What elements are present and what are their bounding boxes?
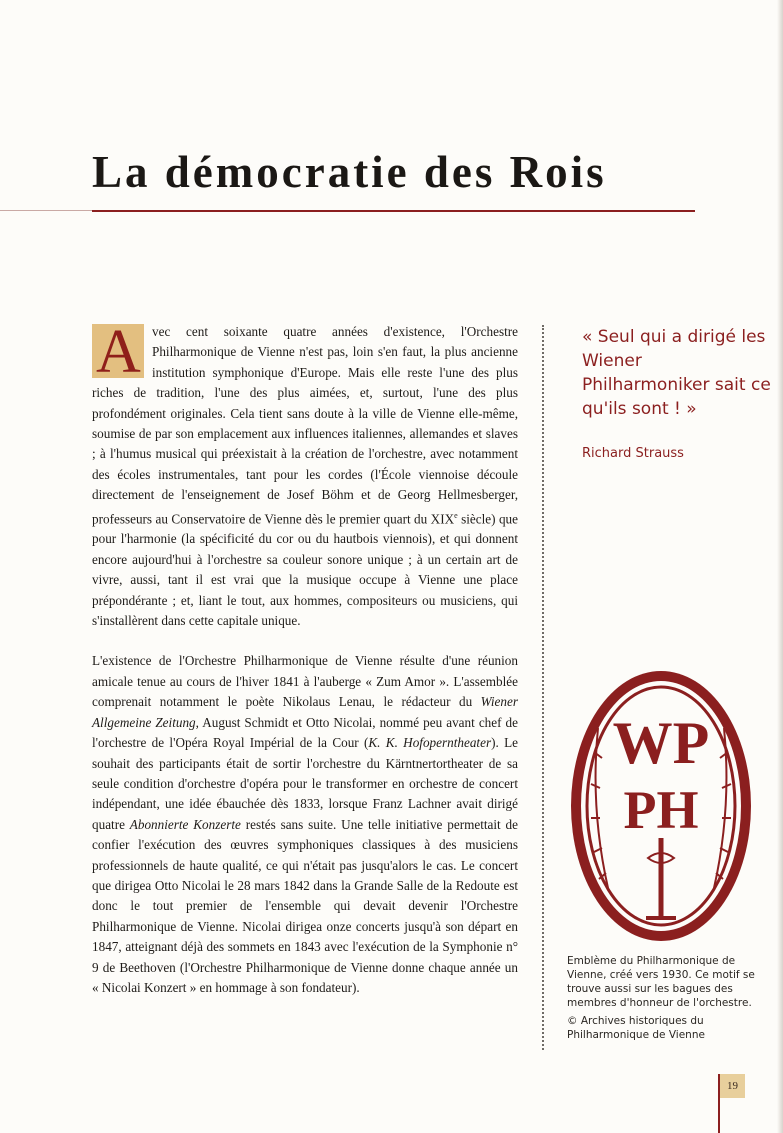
caption-credit: © Archives historiques du Philharmonique de Vienne: [567, 1015, 705, 1041]
article-body: [92, 318, 519, 998]
emblem-letters-bottom: PH: [623, 780, 699, 840]
article-paragraph-1: [92, 318, 519, 631]
emblem-letters-top: WP: [612, 710, 710, 776]
article-paragraph-2: [92, 651, 518, 998]
pull-quote: « Seul qui a dirigé les Wiener Philharmoniker sait ce qu'ils sont ! »: [582, 327, 771, 419]
scan-edge-shadow: [777, 0, 783, 1133]
concert-series-name: Abonnierte Konzerte: [129, 816, 241, 832]
paragraph-1-text: vec cent soixante quatre années d'existence, l'Orchestre Philharmonique de Vienne n'est pas, loin s'en faut, la plus ancienne institution symphonique d'Europe. Mais elle reste l'une des plus riches de tradition, l'une des plus aimées, et, surtout, l'une des plus profondément originales. Cela tient sans doute à la ville de Vienne elle-même, soumise de par son emplacement aux influences italiennes, allemandes et slaves ; à l'humus musical qui préexistait à la création de l'orchestre, avec notamment des écoles instrumentales, tant pour les cordes (l'École viennoise découle directement de l'enseignement de Josef Böhm et de Georg Hellmesberger, professeurs au Conservatoire de Vienne dès le premier quart du XIX: [92, 324, 518, 527]
drop-cap-letter: A: [96, 318, 141, 386]
emblem-svg: [568, 668, 754, 944]
emblem-caption: [567, 954, 767, 1042]
page-number-rule: [718, 1098, 720, 1133]
drop-cap: [92, 318, 144, 386]
quote-author: Richard Strauss: [582, 446, 684, 461]
page-title: La démocratie des Rois: [92, 147, 607, 197]
column-divider: [542, 325, 544, 1050]
page-number: 19: [718, 1074, 745, 1098]
philharmonic-emblem: [568, 668, 754, 944]
paragraph-2-part-c: ). Le souhait des participants était de sortir l'orchestre du Kärntnertortheater de sa seule condition d'orchestre d'opéra pour le transformer en orchestre de concert indépendant, une idée ébauchée dès 1833, lorsque Franz Lachner avait dirigé quatre: [92, 735, 518, 832]
opera-name: K. K. Hofoperntheater: [368, 735, 492, 751]
caption-text: Emblème du Philharmonique de Vienne, créé vers 1930. Ce motif se trouve aussi sur les bagues des membres d'honneur de l'orchestre.: [567, 955, 755, 1009]
century-superscript: e: [454, 510, 458, 520]
paragraph-2-part-b: , August Schmidt et Otto Nicolai, nommé peu avant chef de l'orchestre de l'Opéra Royal Impérial de la Cour (: [92, 714, 518, 751]
title-rule-left: [0, 210, 92, 211]
paragraph-2-part-d: restés sans suite. Une telle initiative permettait de confier l'exécution des œuvres symphoniques classiques à des musiciens professionnels de haute qualité, ce qui n'était pas jusqu'alors le cas. Le concert que dirigea Otto Nicolai le 28 mars 1842 dans la Grande Salle de la Redoute est donc le tout premier de l'ensemble qui devait devenir l'Orchestre Philharmonique de Vienne. Nicolai dirigea onze concerts jusqu'à son départ en 1847, atteignant déjà des sommets en 1843 avec l'exécution de la Symphonie n° 9 de Beethoven (l'Orchestre Philharmonique de Vienne donne chaque année un « Nicolai Konzert » en hommage à son fondateur).: [92, 816, 518, 995]
newspaper-title: Wiener Allgemeine Zeitung: [92, 694, 518, 730]
title-rule: [92, 210, 695, 212]
paragraph-2-part-a: L'existence de l'Orchestre Philharmonique de Vienne résulte d'une réunion amicale tenue au cours de l'hiver 1841 à l'auberge « Zum Amor ». L'assemblée comprenait notamment le poète Nikolaus Lenau, le rédacteur du: [92, 653, 518, 710]
paragraph-1-end: siècle) que pour l'harmonie (la spécificité du cor ou du hautbois viennois), et qui donnent encore aujourd'hui à l'orchestre sa couleur sonore unique ; à un certain art de vivre, aussi, tant il est vrai que la musique occupe à Vienne une place prépondérante ; et, liant le tout, aux hommes, compositeurs ou musiciens, qui s'installèrent dans cette capitale unique.: [92, 511, 519, 629]
